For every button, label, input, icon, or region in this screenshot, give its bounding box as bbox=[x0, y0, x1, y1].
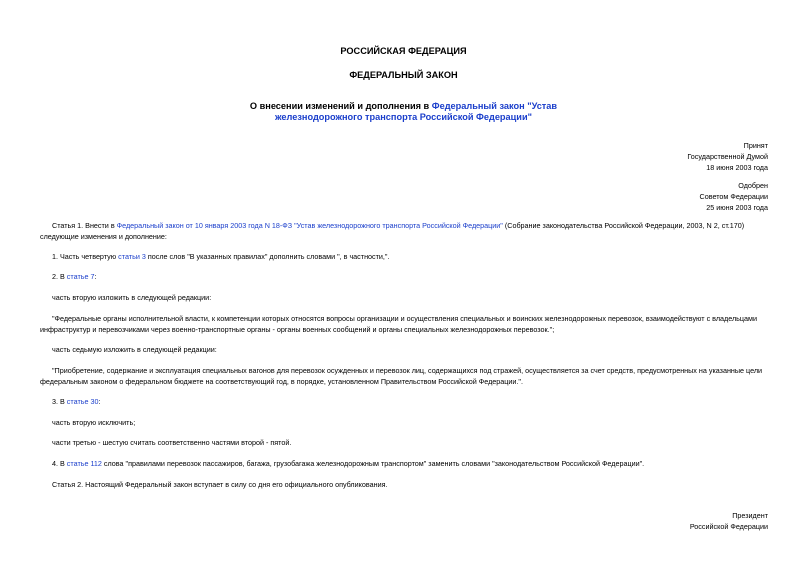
article1-intro-prefix: Статья 1. Внести в bbox=[52, 221, 117, 230]
point-3-part-a: часть вторую исключить; bbox=[52, 418, 136, 427]
approved-date: 25 июня 2003 года bbox=[706, 203, 768, 212]
adopted-line1: Принят bbox=[743, 141, 768, 150]
approved-line2: Советом Федерации bbox=[699, 192, 768, 201]
point-1-suffix: после слов "В указанных правилах" дополнить словами ", в частности,". bbox=[145, 252, 390, 261]
signature-org: Российской Федерации bbox=[689, 522, 768, 531]
point-1 bbox=[40, 251, 770, 262]
point-3 bbox=[40, 396, 770, 407]
point-2-quote-1 bbox=[40, 313, 770, 335]
article1-intro bbox=[40, 220, 770, 242]
article-112-link[interactable]: статье 112 bbox=[66, 459, 102, 468]
adopted-block bbox=[687, 140, 768, 173]
point-4-suffix: слова "правилами перевозок пассажиров, багажа, грузобагажа железнодорожным транспортом" заменить словами "законодательством Российской Федерации". bbox=[101, 459, 645, 468]
signature-block bbox=[690, 510, 768, 532]
title-prefix: О внесении изменений и дополнения в bbox=[249, 101, 432, 111]
approved-block bbox=[700, 180, 768, 213]
law-18fz-link[interactable]: Федеральный закон от 10 января 2003 года N 18-ФЗ "Устав железнодорожного транспорта Российской Федерации" bbox=[116, 221, 503, 230]
point-2-suffix: : bbox=[94, 272, 97, 281]
adopted-date: 18 июня 2003 года bbox=[706, 163, 768, 172]
approved-line1: Одобрен bbox=[738, 181, 768, 190]
point-4-prefix: 4. В bbox=[52, 459, 67, 468]
title-law-link-line1[interactable]: Федеральный закон "Устав bbox=[431, 101, 558, 111]
adopted-line2: Государственной Думой bbox=[687, 152, 768, 161]
title-law-link-line2[interactable]: железнодорожного транспорта Российской Федерации" bbox=[275, 112, 532, 122]
country-heading: РОССИЙСКАЯ ФЕДЕРАЦИЯ bbox=[340, 46, 467, 56]
point-1-prefix: 1. Часть четвертую bbox=[52, 252, 119, 261]
point-3-part-b: части третью - шестую считать соответственно частями второй - пятой. bbox=[52, 438, 292, 447]
quote-1-line1: "Федеральные органы исполнительной власти, к компетенции которых относятся вопросы организации и осуществления специальных и воинских железнодорожных перевозок, взаимодействуют с владельцами bbox=[52, 314, 757, 323]
article-2: Статья 2. Настоящий Федеральный закон вступает в силу со дня его официального опубликования. bbox=[52, 480, 388, 489]
point-2-part-2: часть вторую изложить в следующей редакции: bbox=[52, 293, 212, 302]
point-2 bbox=[40, 271, 770, 282]
signature-title: Президент bbox=[732, 511, 768, 520]
document-title bbox=[0, 101, 807, 123]
article-7-link[interactable]: статье 7 bbox=[66, 272, 95, 281]
article-30-link[interactable]: статье 30 bbox=[66, 397, 99, 406]
point-3-prefix: 3. В bbox=[52, 397, 67, 406]
point-2-quote-2 bbox=[40, 365, 770, 387]
quote-1-line2: инфраструктур и перевозчиками через военно-транспортные органы - органы военных сообщений и органы специальных железнодорожных перевозок."; bbox=[40, 325, 555, 334]
article1-intro-suffix: (Собрание законодательства Российской Федерации, 2003, N 2, ст.170) bbox=[502, 221, 745, 230]
point-2-prefix: 2. В bbox=[52, 272, 67, 281]
doc-type-heading: ФЕДЕРАЛЬНЫЙ ЗАКОН bbox=[349, 70, 458, 80]
point-4 bbox=[40, 458, 770, 469]
point-3-suffix: : bbox=[98, 397, 101, 406]
quote-2-line2: федеральным законом о федеральном бюджете на соответствующий год, в порядке, установленном Правительством Российской Федерации.". bbox=[40, 377, 523, 386]
article-3-link[interactable]: статьи 3 bbox=[118, 252, 146, 261]
quote-2-line1: "Приобретение, содержание и эксплуатация специальных вагонов для перевозок осужденных и перевозок лиц, содержащихся под стражей, осуществляется за счет средств, предусмотренных на указанные цели bbox=[52, 366, 763, 375]
article1-intro-line2: следующие изменения и дополнение: bbox=[40, 232, 167, 241]
point-2-part-7: часть седьмую изложить в следующей редакции: bbox=[52, 345, 217, 354]
